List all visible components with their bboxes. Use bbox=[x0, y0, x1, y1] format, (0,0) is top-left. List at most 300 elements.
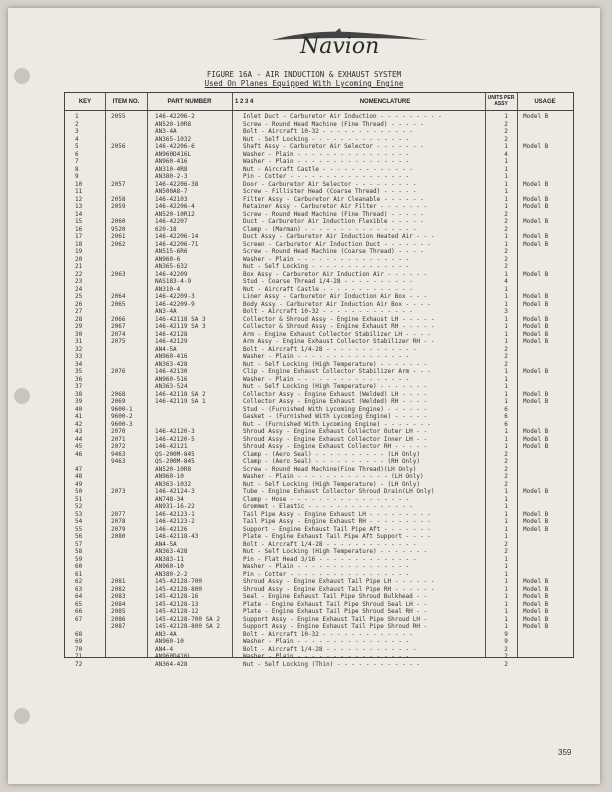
table-row bbox=[65, 638, 573, 646]
row-part-number: 146-42206-14 bbox=[155, 233, 199, 240]
row-nomenclature: Stud - (Furnished With Lycoming Engine) - - - - - - bbox=[243, 405, 428, 413]
row-units: 6 bbox=[504, 420, 508, 428]
row-units: 9 bbox=[504, 638, 508, 645]
row-key: 18 bbox=[75, 240, 83, 248]
row-usage: Model B bbox=[523, 390, 549, 398]
table-row bbox=[65, 548, 573, 556]
row-key: 35 bbox=[75, 368, 83, 375]
row-units: 6 bbox=[504, 413, 508, 420]
row-item-no: 9520 bbox=[111, 225, 126, 233]
row-part-number: AN960-516 bbox=[155, 375, 188, 383]
table-row bbox=[65, 188, 573, 196]
row-nomenclature: Nut - Self Locking - - - - - - - - - - - - - - bbox=[243, 135, 410, 143]
table-row bbox=[65, 413, 573, 421]
row-key: 36 bbox=[75, 375, 83, 383]
row-item-no: 2058 bbox=[111, 195, 126, 203]
row-nomenclature: Washer - Plain - - - - - - - - - - - - - - - - bbox=[243, 563, 410, 570]
row-usage: Model B bbox=[523, 330, 549, 338]
row-units: 2 bbox=[504, 548, 508, 555]
row-nomenclature: Clip - Engine Exhaust Collector Stabilizer Arm - - - bbox=[243, 368, 431, 375]
row-key: 45 bbox=[75, 443, 83, 450]
row-key: 51 bbox=[75, 495, 83, 503]
row-units: 1 bbox=[504, 555, 508, 563]
row-units: 2 bbox=[504, 218, 508, 225]
row-key: 64 bbox=[75, 593, 83, 600]
row-usage: Model B bbox=[523, 443, 549, 450]
table-row bbox=[65, 503, 573, 511]
row-units: 1 bbox=[504, 503, 508, 510]
table-row bbox=[65, 571, 573, 579]
row-key: 41 bbox=[75, 413, 83, 420]
row-nomenclature: Nut - (Furnished With Lycoming Engine) - - - - - - - bbox=[243, 420, 431, 428]
row-part-number: AN3-4A bbox=[155, 308, 177, 315]
row-usage: Model B bbox=[523, 293, 549, 300]
row-key: 27 bbox=[75, 308, 83, 315]
row-part-number: 146-42121 bbox=[155, 443, 188, 450]
table-row bbox=[65, 368, 573, 376]
row-part-number: QS-200M-845 bbox=[155, 458, 195, 465]
row-part-number: AN365-632 bbox=[155, 263, 188, 270]
row-nomenclature: Nut - Self Locking (Thin) - - - - - - - - - - - - bbox=[243, 660, 421, 668]
row-key: 9 bbox=[75, 173, 79, 180]
row-part-number: 146-42119 SA 1 bbox=[155, 398, 206, 405]
row-part-number: AN380-2-3 bbox=[155, 173, 188, 180]
row-item-no: 2055 bbox=[111, 113, 126, 120]
row-nomenclature: Duct - Carburetor Air Induction Flexible - - - - - bbox=[243, 218, 424, 225]
row-nomenclature: Tail Pipe Assy - Engine Exhaust LH - - - - - - - - - bbox=[243, 510, 431, 518]
row-nomenclature: Washer - Plain - - - - - - - - - - - - - - - - bbox=[243, 375, 410, 383]
row-key: 22 bbox=[75, 270, 83, 278]
table-row bbox=[65, 338, 573, 346]
row-nomenclature: Nut - Self Locking (High Temperature) - - - - - - - bbox=[243, 383, 428, 390]
row-part-number: 146-42118 SA 2 bbox=[155, 390, 206, 398]
row-part-number: QS-200M-845 bbox=[155, 450, 195, 458]
row-part-number: 146-42129 bbox=[155, 338, 188, 345]
table-row bbox=[65, 323, 573, 331]
row-units: 2 bbox=[504, 210, 508, 218]
table-row bbox=[65, 376, 573, 384]
row-part-number: AN363-428 bbox=[155, 548, 188, 555]
row-nomenclature: Arm Assy - Engine Exhaust Collector Stabilizer RH - - bbox=[243, 338, 435, 345]
row-nomenclature: Screen - Carburetor Air Induction Duct - - - - - - - bbox=[243, 240, 431, 248]
row-key: 5 bbox=[75, 143, 79, 150]
row-units: 1 bbox=[504, 608, 508, 615]
row-part-number: 146-42120-3 bbox=[155, 428, 195, 435]
row-nomenclature: Washer - Plain - - - - - - - - - - - - - - - - bbox=[243, 353, 410, 360]
row-part-number: 146-42119 SA 3 bbox=[155, 323, 206, 330]
row-nomenclature: Screw - Round Head Machine (Coarse Thread) - - - - bbox=[243, 248, 424, 255]
row-units: 2 bbox=[504, 345, 508, 353]
row-units: 2 bbox=[504, 353, 508, 360]
row-nomenclature: Pin - Cotter - - - - - - - - - - - - - - - - - bbox=[243, 173, 410, 180]
row-nomenclature: Clamp - (Marman) - - - - - - - - - - - - - - - - bbox=[243, 225, 417, 233]
table-row bbox=[65, 113, 573, 121]
table-row bbox=[65, 481, 573, 489]
table-row bbox=[65, 563, 573, 571]
row-nomenclature: Nut - Aircraft Castle - - - - - - - - - - - - - bbox=[243, 165, 413, 173]
table-row bbox=[65, 608, 573, 616]
row-key: 43 bbox=[75, 428, 83, 435]
row-nomenclature: Pin - Cotter - - - - - - - - - - - - - - - - - bbox=[243, 570, 410, 578]
row-nomenclature: Bolt - Aircraft 10-32 - - - - - - - - - - - - - bbox=[243, 128, 413, 135]
row-units: 1 bbox=[504, 240, 508, 248]
table-row bbox=[65, 353, 573, 361]
row-usage: Model B bbox=[523, 488, 549, 495]
table-row bbox=[65, 518, 573, 526]
row-nomenclature: Support Assy - Engine Exhaust Tail Pipe Shroud LH - bbox=[243, 615, 428, 623]
row-nomenclature: Stud - Coarse Thread 1/4-28 - - - - - - - - - - bbox=[243, 278, 413, 285]
row-key: 19 bbox=[75, 248, 83, 255]
table-row bbox=[65, 436, 573, 444]
row-units: 1 bbox=[504, 173, 508, 180]
row-item-no: 2079 bbox=[111, 525, 126, 533]
table-row bbox=[65, 173, 573, 181]
row-nomenclature: Shroud Assy - Engine Exhaust Collector Outer LH - - bbox=[243, 428, 428, 435]
row-usage: Model B bbox=[523, 428, 549, 435]
row-key: 39 bbox=[75, 398, 83, 405]
row-part-number: AN363-428 bbox=[155, 360, 188, 368]
row-item-no: 2083 bbox=[111, 593, 126, 600]
row-key: 16 bbox=[75, 225, 83, 233]
row-nomenclature: Clamp - Hose - - - - - - - - - - - - - - - - - bbox=[243, 495, 410, 503]
row-units: 1 bbox=[504, 158, 508, 165]
row-key: 68 bbox=[75, 630, 83, 638]
row-nomenclature: Tube - Engine Exhaust Collector Shroud Drain(LH Only) bbox=[243, 488, 435, 495]
row-nomenclature: Box Assy - Carburetor Air Induction Air - - - - - - bbox=[243, 270, 428, 278]
row-part-number: AN931-16-22 bbox=[155, 503, 195, 510]
row-units: 1 bbox=[504, 338, 508, 345]
row-usage: Model B bbox=[523, 398, 549, 405]
row-usage: Model B bbox=[523, 600, 549, 608]
header-nomenclature: NOMENCLATURE bbox=[359, 98, 411, 105]
row-key: 34 bbox=[75, 360, 83, 368]
row-item-no: 2061 bbox=[111, 233, 126, 240]
table-row bbox=[65, 443, 573, 451]
row-nomenclature: Bolt - Aircraft 10-32 - - - - - - - - - - - - - bbox=[243, 308, 413, 315]
row-nomenclature: Screw - Fillister Head (Coarse Thread) - - - - - bbox=[243, 188, 417, 195]
row-part-number: 145-42128-800 bbox=[155, 585, 202, 593]
row-item-no: 2084 bbox=[111, 600, 126, 608]
row-part-number: AN4-5A bbox=[155, 345, 177, 353]
row-nomenclature: Washer - Plain - - - - - - - - - - - - - - - - bbox=[243, 255, 410, 263]
row-units: 1 bbox=[504, 443, 508, 450]
row-item-no: 2059 bbox=[111, 203, 126, 210]
row-units: 1 bbox=[504, 188, 508, 195]
row-part-number: AN4-4 bbox=[155, 645, 174, 653]
row-item-no: 2066 bbox=[111, 315, 126, 323]
row-units: 1 bbox=[504, 383, 508, 390]
row-units: 2 bbox=[504, 473, 508, 480]
row-nomenclature: Clamp - (Aero Seal) - - - - - - - - - - (RH Only) bbox=[243, 458, 421, 465]
punch-hole bbox=[14, 388, 30, 404]
table-row bbox=[65, 526, 573, 534]
navion-logo bbox=[270, 26, 430, 66]
row-units: 2 bbox=[504, 128, 508, 135]
table-row bbox=[65, 331, 573, 339]
row-units: 1 bbox=[504, 435, 508, 443]
row-item-no: 2062 bbox=[111, 240, 126, 248]
row-units: 2 bbox=[504, 120, 508, 128]
row-nomenclature: Retainer Assy - Carburetor Air Filter - - - - - - - bbox=[243, 203, 428, 210]
table-row bbox=[65, 248, 573, 256]
row-part-number: 146-42123-1 bbox=[155, 510, 195, 518]
row-part-number: AN515-6R6 bbox=[155, 248, 188, 255]
row-units: 1 bbox=[504, 495, 508, 503]
row-units: 2 bbox=[504, 360, 508, 368]
row-units: 1 bbox=[504, 323, 508, 330]
row-units: 1 bbox=[504, 330, 508, 338]
table-row bbox=[65, 241, 573, 249]
row-item-no: 2078 bbox=[111, 518, 126, 525]
row-nomenclature: Washer - Plain - - - - - - - - - - - - - - - - bbox=[243, 150, 410, 158]
punch-hole bbox=[14, 708, 30, 724]
header-usage: USAGE bbox=[534, 98, 556, 105]
row-part-number: AN310-4 bbox=[155, 285, 181, 293]
row-part-number: 146-42206-2 bbox=[155, 113, 195, 120]
row-units: 1 bbox=[504, 293, 508, 300]
row-part-number: 146-42103 bbox=[155, 195, 188, 203]
row-nomenclature: Shroud Assy - Engine Exhaust Collector Inner LH - - bbox=[243, 435, 428, 443]
row-nomenclature: Plate - Engine Exhaust Tail Pipe Aft Support - - - - bbox=[243, 533, 431, 540]
row-part-number: 146-42206-71 bbox=[155, 240, 199, 248]
row-part-number: AN4-5A bbox=[155, 540, 177, 548]
row-nomenclature: Shroud Assy - Engine Exhaust Tail Pipe RH - - - - - - bbox=[243, 585, 435, 593]
row-part-number: 146-42118-43 bbox=[155, 533, 199, 540]
table-row bbox=[65, 346, 573, 354]
row-key: 20 bbox=[75, 255, 83, 263]
row-units: 1 bbox=[504, 578, 508, 585]
row-units: 1 bbox=[504, 533, 508, 540]
row-usage: Model B bbox=[523, 578, 549, 585]
row-part-number: AN365-1032 bbox=[155, 135, 192, 143]
header-key: KEY bbox=[78, 98, 92, 105]
row-usage: Model B bbox=[523, 323, 549, 330]
row-units: 1 bbox=[504, 518, 508, 525]
table-row bbox=[65, 136, 573, 144]
row-nomenclature: Bolt - Aircraft 1/4-28 - - - - - - - - - - - - - bbox=[243, 345, 417, 353]
row-key: 8 bbox=[75, 165, 79, 173]
row-nomenclature: Nut - Aircraft Castle - - - - - - - - - - - - - bbox=[243, 285, 413, 293]
row-part-number: AN3-4A bbox=[155, 128, 177, 135]
row-units: 1 bbox=[504, 488, 508, 495]
row-nomenclature: Grommet - Elastic - - - - - - - - - - - - - - - bbox=[243, 503, 413, 510]
row-item-no: 2073 bbox=[111, 488, 126, 495]
row-key: 72 bbox=[75, 660, 83, 668]
row-nomenclature: Collector & Shroud Assy - Engine Exhaust LH - - - - - bbox=[243, 315, 435, 323]
table-row bbox=[65, 451, 573, 459]
logo-text: Navion bbox=[300, 34, 380, 59]
row-key: 59 bbox=[75, 555, 83, 563]
table-row bbox=[65, 196, 573, 204]
row-item-no: 2067 bbox=[111, 323, 126, 330]
row-part-number: AN520-10R12 bbox=[155, 210, 195, 218]
table-row bbox=[65, 203, 573, 211]
row-item-no: 9600-1 bbox=[111, 405, 133, 413]
row-nomenclature: Shaft Assy - Carburetor Air Selector - - - - - - - bbox=[243, 143, 424, 150]
table-row bbox=[65, 661, 573, 669]
row-nomenclature: Filter Assy - Carburetor Air Cleanable - - - - - - bbox=[243, 195, 424, 203]
row-units: 1 bbox=[504, 600, 508, 608]
row-part-number: 620-18 bbox=[155, 225, 177, 233]
table-row bbox=[65, 361, 573, 369]
row-nomenclature: Screw - Round Head Machine(Fine Thread)(LH Only) bbox=[243, 465, 417, 473]
row-units: 1 bbox=[504, 375, 508, 383]
table-row bbox=[65, 428, 573, 436]
row-nomenclature: Washer - Plain - - - - - - - - - - - - - - - - bbox=[243, 638, 410, 645]
row-nomenclature: Shroud Assy - Engine Exhaust Collector RH - - - - - bbox=[243, 443, 428, 450]
row-units: 1 bbox=[504, 195, 508, 203]
row-part-number: 146-42209 bbox=[155, 270, 188, 278]
row-part-number: 146-42206-38 bbox=[155, 180, 199, 188]
row-key: 6 bbox=[75, 150, 79, 158]
table-row bbox=[65, 458, 573, 466]
row-units: 1 bbox=[504, 428, 508, 435]
row-key: 21 bbox=[75, 263, 83, 270]
table-row bbox=[65, 466, 573, 474]
table-row bbox=[65, 646, 573, 654]
row-units: 1 bbox=[504, 623, 508, 630]
row-nomenclature: Nut - Self Locking (High Temperature) - (LH Only) bbox=[243, 480, 421, 488]
row-nomenclature: Washer - Plain - - - - - - - - - - - - - (LH Only) bbox=[243, 473, 424, 480]
row-units: 1 bbox=[504, 233, 508, 240]
row-part-number: 145-42128-12 bbox=[155, 608, 199, 615]
table-row bbox=[65, 496, 573, 504]
row-key: 54 bbox=[75, 518, 83, 525]
table-row bbox=[65, 601, 573, 609]
row-item-no: 2070 bbox=[111, 428, 126, 435]
table-row bbox=[65, 218, 573, 226]
row-usage: Model B bbox=[523, 368, 549, 375]
row-nomenclature: Gasket - (Furnished With Lycoming Engine) - - - - - bbox=[243, 413, 428, 420]
row-nomenclature: Screw - Round Head Machine (Fine Thread) - - - - - bbox=[243, 210, 424, 218]
row-usage: Model B bbox=[523, 585, 549, 593]
row-part-number: AN310-4R8 bbox=[155, 165, 188, 173]
row-item-no: 2075 bbox=[111, 338, 126, 345]
row-part-number: 146-42123-2 bbox=[155, 518, 195, 525]
row-usage: Model B bbox=[523, 300, 549, 308]
row-key: 46 bbox=[75, 450, 83, 458]
row-item-no: 2086 bbox=[111, 615, 126, 623]
table-row bbox=[65, 533, 573, 541]
row-part-number: AN3-4A bbox=[155, 630, 177, 638]
row-key: 63 bbox=[75, 585, 83, 593]
row-usage: Model B bbox=[523, 338, 549, 345]
table-row bbox=[65, 278, 573, 286]
row-units: 1 bbox=[504, 570, 508, 578]
row-key: 40 bbox=[75, 405, 83, 413]
row-item-no: 9463 bbox=[111, 450, 126, 458]
row-units: 1 bbox=[504, 180, 508, 188]
row-key: 67 bbox=[75, 615, 83, 623]
row-item-no: 2080 bbox=[111, 533, 126, 540]
row-units: 1 bbox=[504, 525, 508, 533]
row-key: 11 bbox=[75, 188, 83, 195]
row-units: 1 bbox=[504, 285, 508, 293]
table-row bbox=[65, 586, 573, 594]
row-key: 15 bbox=[75, 218, 83, 225]
table-row bbox=[65, 316, 573, 324]
row-units: 3 bbox=[504, 308, 508, 315]
row-key: 58 bbox=[75, 548, 83, 555]
row-part-number: 146-42206-4 bbox=[155, 203, 195, 210]
row-units: 1 bbox=[504, 300, 508, 308]
document-page bbox=[8, 8, 600, 784]
row-units: 1 bbox=[504, 165, 508, 173]
row-key: 3 bbox=[75, 128, 79, 135]
page-number: 359 bbox=[558, 748, 572, 757]
row-units: 4 bbox=[504, 150, 508, 158]
row-item-no: 2069 bbox=[111, 398, 126, 405]
row-nomenclature: Nut - Self Locking - - - - - - - - - - - - - - bbox=[243, 263, 410, 270]
row-nomenclature: Nut - Self Locking (High Temperature) - - - - - - - bbox=[243, 548, 428, 555]
row-key: 48 bbox=[75, 473, 83, 480]
table-row bbox=[65, 488, 573, 496]
table-row bbox=[65, 653, 573, 661]
row-key: 26 bbox=[75, 300, 83, 308]
row-units: 1 bbox=[504, 510, 508, 518]
row-units: 2 bbox=[504, 248, 508, 255]
row-key: 29 bbox=[75, 323, 83, 330]
row-units: 1 bbox=[504, 563, 508, 570]
row-key: 56 bbox=[75, 533, 83, 540]
row-usage: Model B bbox=[523, 233, 549, 240]
row-key: 32 bbox=[75, 345, 83, 353]
table-row bbox=[65, 421, 573, 429]
row-units: 2 bbox=[504, 135, 508, 143]
row-key: 49 bbox=[75, 480, 83, 488]
row-nomenclature: Plate - Engine Exhaust Tail Pipe Shroud Seal RH - - bbox=[243, 608, 428, 615]
row-nomenclature: Body Assy - Carburetor Air Induction Air Box - - - - bbox=[243, 300, 431, 308]
row-usage: Model B bbox=[523, 180, 549, 188]
row-item-no: 2072 bbox=[111, 443, 126, 450]
row-part-number: NAS183-4-9 bbox=[155, 278, 192, 285]
row-key: 24 bbox=[75, 285, 83, 293]
row-key: 4 bbox=[75, 135, 79, 143]
row-nomenclature: Shroud Assy - Engine Exhaust Tail Pipe LH - - - - - - bbox=[243, 578, 435, 585]
row-nomenclature: Tail Pipe Assy - Engine Exhaust RH - - - - - - - - - bbox=[243, 518, 431, 525]
row-units: 2 bbox=[504, 540, 508, 548]
row-part-number: 146-42206-6 bbox=[155, 143, 195, 150]
row-part-number: AN960-416 bbox=[155, 353, 188, 360]
row-part-number: 146-42207 bbox=[155, 218, 188, 225]
row-key: 60 bbox=[75, 563, 83, 570]
row-key: 71 bbox=[75, 653, 83, 660]
table-row bbox=[65, 511, 573, 519]
row-part-number: 145-42128-800 SA 2 bbox=[155, 623, 221, 630]
row-usage: Model B bbox=[523, 270, 549, 278]
row-key: 13 bbox=[75, 203, 83, 210]
row-part-number: 145-42128-16 bbox=[155, 593, 199, 600]
table-row bbox=[65, 286, 573, 294]
row-key: 65 bbox=[75, 600, 83, 608]
row-item-no: 2074 bbox=[111, 330, 126, 338]
row-part-number: AN960-10 bbox=[155, 473, 184, 480]
row-nomenclature: Bolt - Aircraft 10-32 - - - - - - - - - - - - - bbox=[243, 630, 413, 638]
row-key: 53 bbox=[75, 510, 83, 518]
row-key: 50 bbox=[75, 488, 83, 495]
row-item-no: 2064 bbox=[111, 293, 126, 300]
row-units: 1 bbox=[504, 203, 508, 210]
row-part-number: AN500A8-7 bbox=[155, 188, 188, 195]
row-key: 23 bbox=[75, 278, 83, 285]
row-part-number: 146-42120-5 bbox=[155, 435, 195, 443]
row-units: 2 bbox=[504, 255, 508, 263]
parts-table bbox=[64, 92, 574, 668]
table-row bbox=[65, 473, 573, 481]
table-row bbox=[65, 406, 573, 414]
row-key: 2 bbox=[75, 120, 79, 128]
row-part-number: 145-42128-13 bbox=[155, 600, 199, 608]
